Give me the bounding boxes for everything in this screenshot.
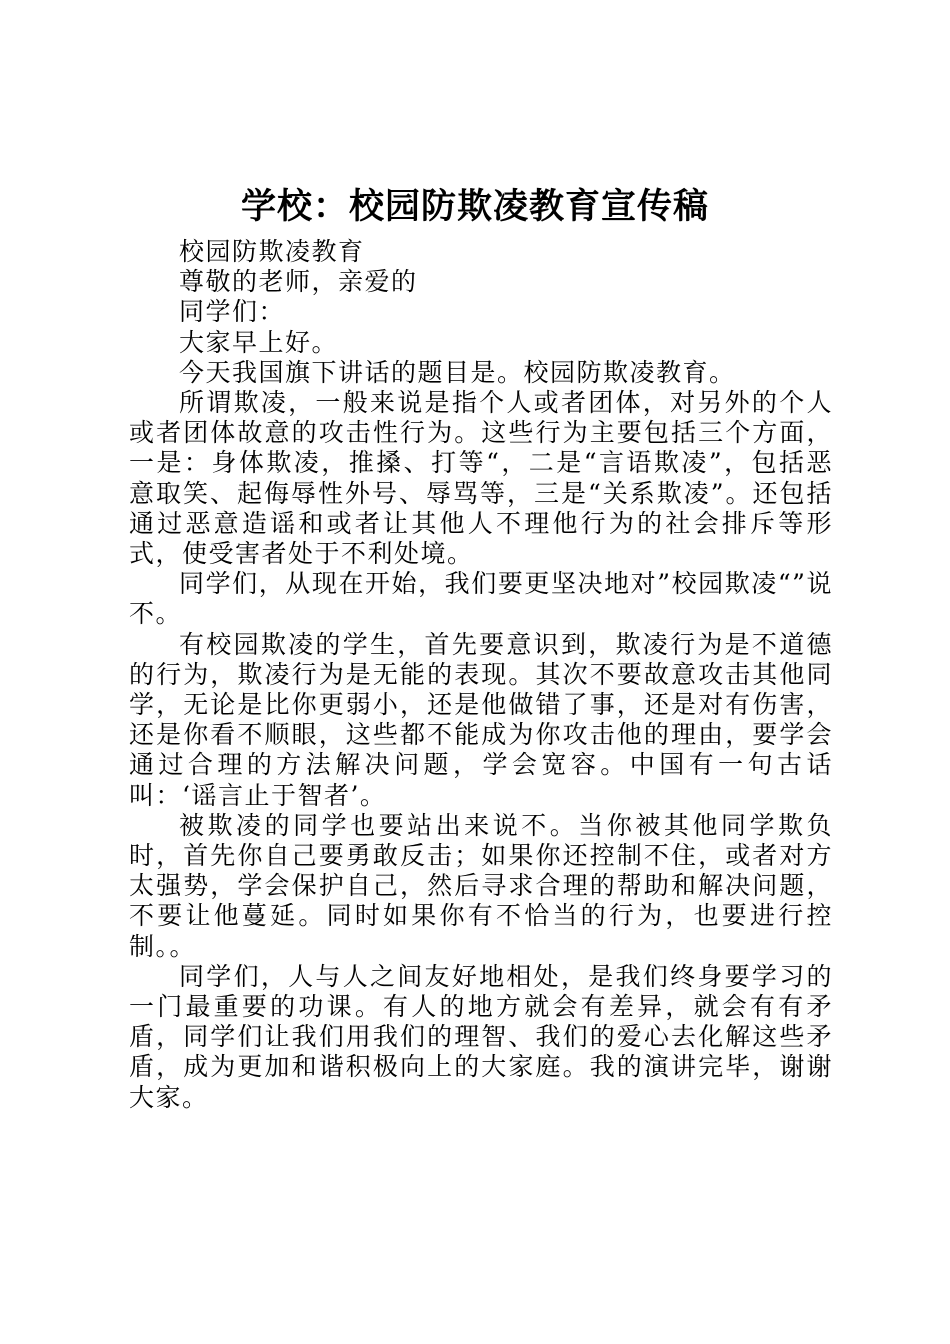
document-body — [129, 237, 833, 1113]
paragraph-closing: 同学们，人与人之间友好地相处，是我们终身要学习的一门最重要的功课。有人的地方就会有差异，就会有有矛盾，同学们让我们用我们的理智、我们的爱心去化解这些矛盾，成为更加和谐积极向上的大家庭。我的演讲完毕，谢谢大家。 — [129, 961, 833, 1112]
paragraph-bullies: 有校园欺凌的学生，首先要意识到，欺凌行为是不道德的行为，欺凌行为是无能的表现。其次不要故意攻击其他同学，无论是比你更弱小，还是他做错了事，还是对有伤害，还是你看不顺眼，这些都不能成为你攻击他的理由，要学会通过合理的方法解决问题，学会宽容。中国有一句古话叫：‘谣言止于智者’。 — [129, 629, 833, 810]
paragraph-salutation-cont: 同学们： — [179, 297, 286, 327]
paragraph-heading: 校园防欺凌教育 — [179, 237, 365, 266]
paragraph-say-no: 同学们，从现在开始，我们要更坚决地对”校园欺凌“”说不。 — [129, 569, 833, 629]
paragraph-topic: 今天我国旗下讲话的题目是。校园防欺凌教育。 — [179, 357, 736, 387]
paragraph-victims: 被欺凌的同学也要站出来说不。当你被其他同学欺负时，首先你自己要勇敢反击；如果你还控制不住，或者对方太强势，学会保护自己，然后寻求合理的帮助和解决问题，不要让他蔓延。同时如果你有不恰当的行为，也要进行控制。。 — [129, 810, 833, 961]
document-title: 学校：校园防欺凌教育宣传稿 — [240, 186, 709, 227]
paragraph-definition: 所谓欺凌，一般来说是指个人或者团体，对另外的个人或者团体故意的攻击性行为。这些行为主要包括三个方面，一是：身体欺凌，推搡、打等“，二是“言语欺凌”，包括恶意取笑、起侮辱性外号、辱骂等，三是“关系欺凌”。还包括通过恶意造谣和或者让其他人不理他行为的社会排斥等形式，使受害者处于不利处境。 — [129, 388, 833, 569]
paragraph-salutation: 尊敬的老师，亲爱的 — [179, 267, 418, 297]
paragraph-greeting: 大家早上好。 — [179, 327, 339, 357]
